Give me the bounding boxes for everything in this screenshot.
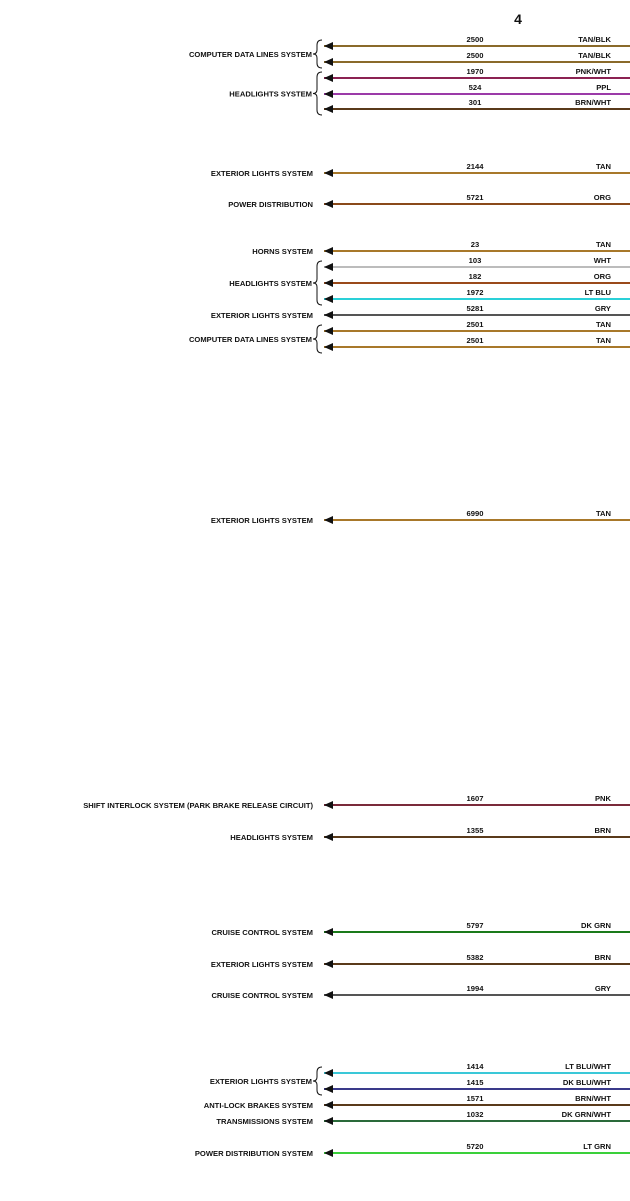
system-label: TRANSMISSIONS SYSTEM [216, 1117, 313, 1126]
arrow-icon [324, 343, 333, 351]
wire-20 [324, 984, 630, 999]
system-label: CRUISE CONTROL SYSTEM [211, 928, 313, 937]
wire-color-label: ORG [593, 272, 611, 281]
system-label: COMPUTER DATA LINES SYSTEM [188, 335, 312, 344]
wire-2 [324, 51, 630, 66]
wire-color-label: ORG [593, 193, 611, 202]
system-label: HEADLIGHTS SYSTEM [229, 89, 312, 99]
circuit-number: 1972 [466, 288, 484, 297]
wire-5 [324, 98, 630, 113]
page-number: 4 [514, 11, 522, 27]
system-label: HEADLIGHTS SYSTEM [229, 279, 312, 288]
system-label: SHIFT INTERLOCK SYSTEM (PARK BRAKE RELEASE CIRCUIT) [83, 801, 313, 810]
system-label: HORNS SYSTEM [252, 247, 313, 256]
system-group [211, 169, 313, 178]
arrow-icon [324, 90, 333, 98]
wire-color-label: GRY [594, 304, 611, 313]
brace-icon [313, 72, 322, 115]
wire-13 [324, 320, 630, 335]
arrow-icon [324, 279, 333, 287]
wire-18 [324, 921, 630, 936]
wire-21 [324, 1062, 630, 1077]
system-group [195, 1149, 313, 1158]
arrow-icon [324, 991, 333, 999]
circuit-number: 1994 [466, 984, 484, 993]
wire-color-label: BRN/WHT [575, 1094, 611, 1103]
circuit-number: 301 [468, 98, 482, 107]
arrow-icon [324, 295, 333, 303]
wire-color-label: GRY [594, 984, 611, 993]
wire-color-label: DK BLU/WHT [562, 1078, 611, 1087]
circuit-number: 1355 [466, 826, 484, 835]
circuit-number: 5721 [466, 193, 484, 202]
wire-color-label: PPL [596, 83, 611, 92]
system-label: HEADLIGHTS SYSTEM [230, 833, 313, 842]
circuit-number: 1414 [466, 1062, 484, 1071]
circuit-number: 2500 [466, 51, 484, 60]
wire-color-label: LT GRN [583, 1142, 611, 1151]
system-group [189, 40, 322, 68]
system-group [230, 833, 313, 842]
system-label: CRUISE CONTROL SYSTEM [211, 991, 313, 1000]
system-group [211, 311, 313, 320]
arrow-icon [324, 1101, 333, 1109]
brace-icon [313, 325, 322, 353]
arrow-icon [324, 928, 333, 936]
arrow-icon [324, 1085, 333, 1093]
system-group [252, 247, 313, 256]
system-group [229, 261, 322, 305]
arrow-icon [324, 169, 333, 177]
arrow-icon [324, 105, 333, 113]
arrow-icon [324, 263, 333, 271]
system-label: POWER DISTRIBUTION [228, 200, 313, 209]
arrow-icon [324, 200, 333, 208]
brace-icon [313, 1067, 322, 1095]
circuit-number: 5382 [466, 953, 484, 962]
system-label: COMPUTER DATA LINES SYSTEM [188, 50, 312, 59]
wire-16 [324, 794, 630, 809]
circuit-number: 2501 [466, 320, 484, 329]
system-group [211, 928, 313, 937]
system-group [204, 1101, 313, 1110]
wire-17 [324, 826, 630, 841]
arrow-icon [324, 1149, 333, 1157]
circuit-number: 1415 [466, 1078, 484, 1087]
circuit-number: 1607 [466, 794, 484, 803]
wire-color-label: DK GRN/WHT [561, 1110, 611, 1119]
wire-color-label: TAN/BLK [578, 35, 611, 44]
wire-15 [324, 509, 630, 524]
circuit-number: 1032 [466, 1110, 484, 1119]
arrow-icon [324, 327, 333, 335]
wire-6 [324, 162, 630, 177]
wire-22 [324, 1078, 630, 1093]
system-group [228, 200, 313, 209]
wire-color-label: TAN [595, 162, 611, 171]
circuit-number: 2501 [466, 336, 484, 345]
brace-icon [313, 40, 322, 68]
arrow-icon [324, 311, 333, 319]
wire-7 [324, 193, 630, 208]
circuit-number: 103 [468, 256, 482, 265]
wire-19 [324, 953, 630, 968]
arrow-icon [324, 833, 333, 841]
system-label: EXTERIOR LIGHTS SYSTEM [210, 311, 313, 320]
system-group [189, 325, 322, 353]
wire-3 [324, 67, 630, 82]
wire-8 [324, 240, 630, 255]
arrow-icon [324, 516, 333, 524]
wire-color-label: BRN/WHT [575, 98, 611, 107]
wire-color-label: TAN [595, 336, 611, 345]
wire-color-label: WHT [593, 256, 611, 265]
wire-10 [324, 272, 630, 287]
wire-color-label: TAN [595, 320, 611, 329]
circuit-number: 182 [468, 272, 482, 281]
system-group [211, 960, 313, 969]
arrow-icon [324, 58, 333, 66]
circuit-number: 1970 [466, 67, 484, 76]
wire-color-label: BRN [594, 826, 611, 835]
system-label: EXTERIOR LIGHTS SYSTEM [209, 1077, 312, 1086]
wire-color-label: TAN [595, 240, 611, 249]
system-group [83, 801, 313, 810]
wire-9 [324, 256, 630, 271]
arrow-icon [324, 1117, 333, 1125]
wire-color-label: LT BLU/WHT [565, 1062, 611, 1071]
circuit-number: 1571 [466, 1094, 484, 1103]
wire-color-label: TAN/BLK [578, 51, 611, 60]
system-group [229, 72, 322, 115]
circuit-number: 5720 [466, 1142, 484, 1151]
arrow-icon [324, 801, 333, 809]
circuit-number: 2144 [466, 162, 484, 171]
wire-24 [324, 1110, 630, 1125]
system-group [211, 991, 313, 1000]
wire-color-label: BRN [594, 953, 611, 962]
brace-icon [313, 261, 322, 305]
wire-color-label: PNK/WHT [575, 67, 611, 76]
wire-11 [324, 288, 630, 303]
wire-14 [324, 336, 630, 351]
wire-color-label: DK GRN [581, 921, 611, 930]
circuit-number: 23 [470, 240, 480, 249]
wire-color-label: LT BLU [584, 288, 611, 297]
system-label: EXTERIOR LIGHTS SYSTEM [210, 516, 313, 525]
circuit-number: 524 [468, 83, 482, 92]
system-label: ANTI-LOCK BRAKES SYSTEM [203, 1101, 313, 1110]
wire-color-label: PNK [594, 794, 611, 803]
system-group [211, 516, 313, 525]
wire-23 [324, 1094, 630, 1109]
system-group [216, 1117, 313, 1126]
wire-4 [324, 83, 630, 98]
circuit-number: 2500 [466, 35, 484, 44]
circuit-number: 5797 [466, 921, 484, 930]
system-label: EXTERIOR LIGHTS SYSTEM [210, 960, 313, 969]
wire-25 [324, 1142, 630, 1157]
arrow-icon [324, 74, 333, 82]
system-label: EXTERIOR LIGHTS SYSTEM [210, 169, 313, 178]
circuit-number: 6990 [466, 509, 484, 518]
system-group [210, 1067, 322, 1095]
arrow-icon [324, 42, 333, 50]
wire-1 [324, 35, 630, 50]
circuit-number: 5281 [466, 304, 484, 313]
arrow-icon [324, 1069, 333, 1077]
arrow-icon [324, 247, 333, 255]
arrow-icon [324, 960, 333, 968]
wire-color-label: TAN [595, 509, 611, 518]
wire-12 [324, 304, 630, 319]
system-label: POWER DISTRIBUTION SYSTEM [194, 1149, 313, 1158]
